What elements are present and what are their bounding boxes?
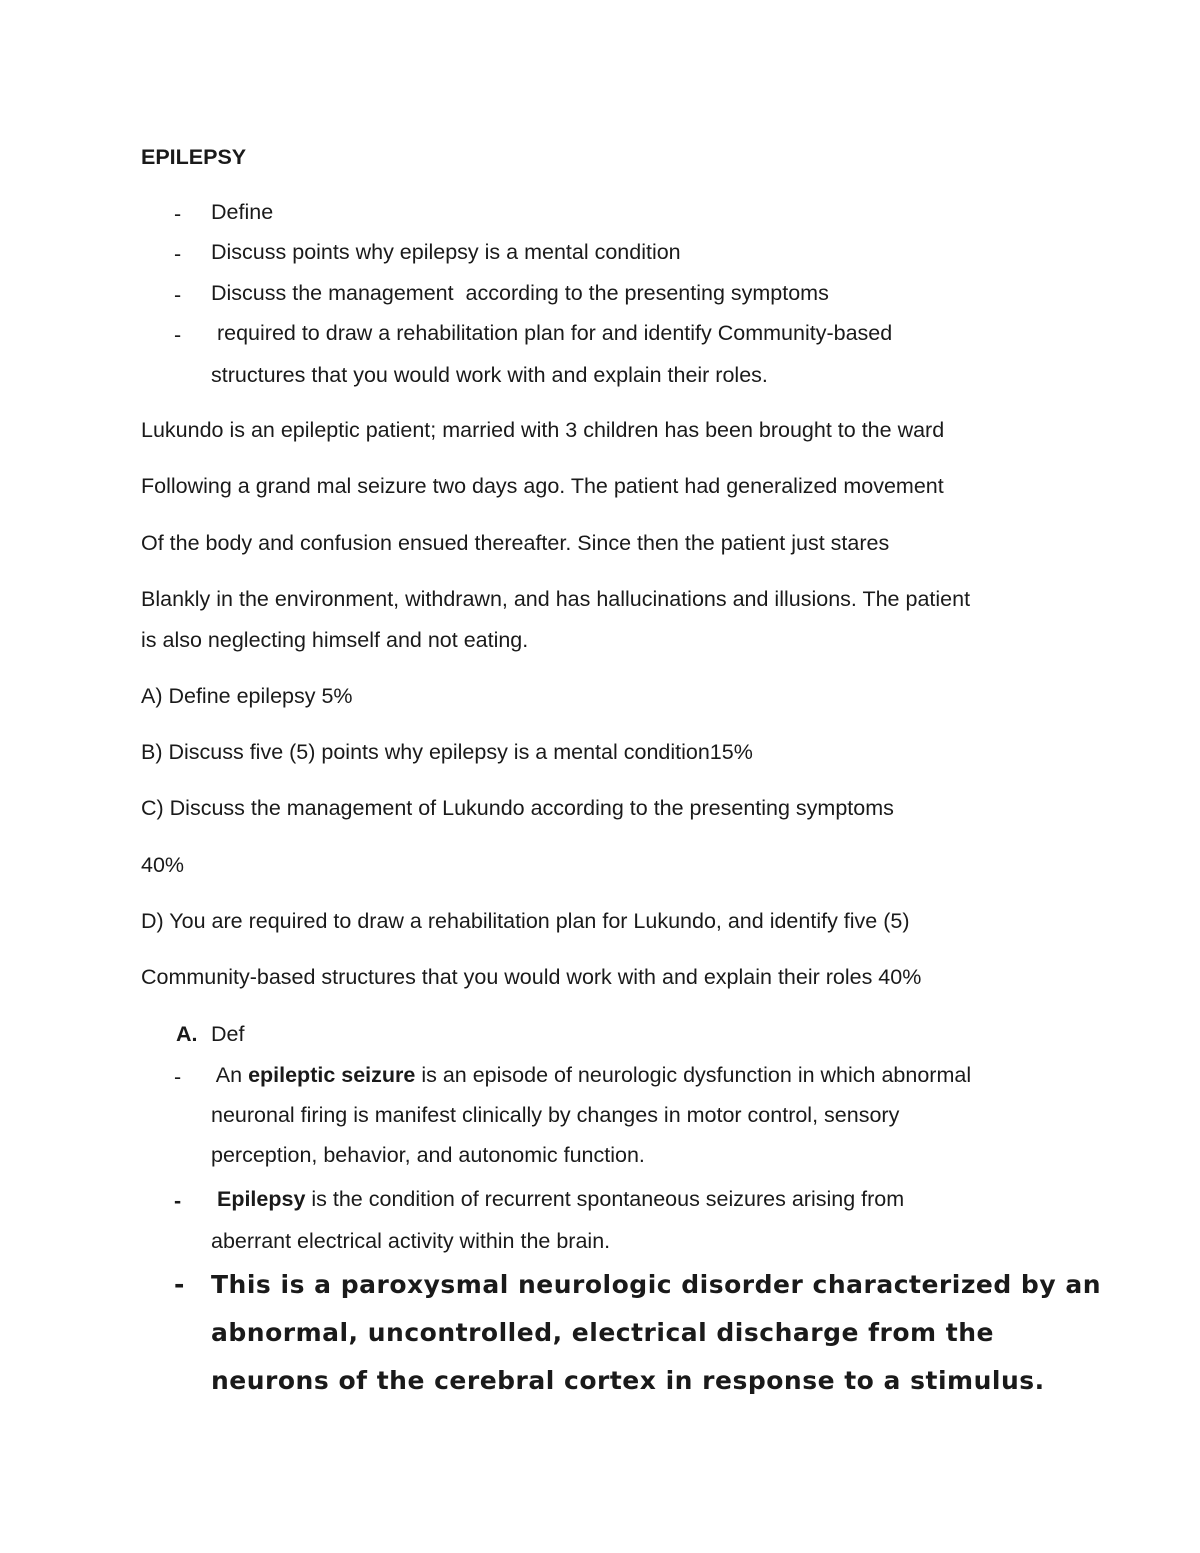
answer-seizure-pre: An bbox=[211, 1063, 249, 1087]
outline-dash: - bbox=[174, 242, 182, 266]
case-line-1: Lukundo is an epileptic patient; married with 3 children has been brought to the ward bbox=[141, 418, 945, 442]
outline-dash: - bbox=[174, 283, 182, 307]
answer-heading-text: Def bbox=[211, 1022, 245, 1046]
answer-definition-line-3: neurons of the cerebral cortex in response to a stimulus. bbox=[211, 1366, 1045, 1395]
case-line-3: Of the body and confusion ensued thereafter. Since then the patient just stares bbox=[141, 531, 890, 555]
outline-item-rehabilitation: required to draw a rehabilitation plan for and identify Community-based bbox=[211, 321, 893, 345]
answer-dash: - bbox=[174, 1270, 185, 1299]
answer-seizure-line-1 bbox=[211, 1065, 971, 1087]
outline-item-rehabilitation-cont: structures that you would work with and explain their roles. bbox=[211, 363, 768, 387]
question-d-line-2: Community-based structures that you would work with and explain their roles 40% bbox=[141, 965, 922, 989]
outline-item-mental-condition: Discuss points why epilepsy is a mental condition bbox=[211, 240, 681, 264]
outline-item-define: Define bbox=[211, 200, 274, 224]
question-b: B) Discuss five (5) points why epilepsy is a mental condition15% bbox=[141, 740, 753, 764]
outline-dash: - bbox=[174, 323, 182, 347]
answer-dash: - bbox=[174, 1189, 182, 1213]
answer-seizure-line-2: neuronal firing is manifest clinically by changes in motor control, sensory bbox=[211, 1103, 900, 1127]
answer-definition-line-2: abnormal, uncontrolled, electrical discharge from the bbox=[211, 1318, 994, 1347]
answer-epilepsy-line-2: aberrant electrical activity within the brain. bbox=[211, 1229, 611, 1253]
answer-definition-line-1: This is a paroxysmal neurologic disorder characterized by an bbox=[211, 1270, 1101, 1299]
answer-seizure-post: is an episode of neurologic dysfunction in which abnormal bbox=[415, 1063, 972, 1087]
question-c: C) Discuss the management of Lukundo according to the presenting symptoms bbox=[141, 796, 894, 820]
outline-dash: - bbox=[174, 202, 182, 226]
document-title: EPILEPSY bbox=[141, 145, 247, 169]
outline-item-management: Discuss the management according to the presenting symptoms bbox=[211, 281, 829, 305]
term-epilepsy: Epilepsy bbox=[211, 1187, 306, 1211]
question-c-mark: 40% bbox=[141, 853, 185, 877]
question-d-line-1: D) You are required to draw a rehabilitation plan for Lukundo, and identify five (5) bbox=[141, 909, 910, 933]
term-epileptic-seizure: epileptic seizure bbox=[248, 1063, 416, 1087]
question-a: A) Define epilepsy 5% bbox=[141, 684, 353, 708]
answer-epilepsy-post: is the condition of recurrent spontaneous seizures arising from bbox=[305, 1187, 905, 1211]
answer-dash: - bbox=[174, 1065, 182, 1089]
case-line-2: Following a grand mal seizure two days ago. The patient had generalized movement bbox=[141, 474, 944, 498]
answer-heading-letter: A. bbox=[176, 1022, 198, 1046]
case-line-5: is also neglecting himself and not eating. bbox=[141, 628, 529, 652]
answer-epilepsy-line-1 bbox=[211, 1189, 904, 1211]
answer-seizure-line-3: perception, behavior, and autonomic function. bbox=[211, 1143, 645, 1167]
case-line-4: Blankly in the environment, withdrawn, and has hallucinations and illusions. The patient bbox=[141, 587, 971, 611]
